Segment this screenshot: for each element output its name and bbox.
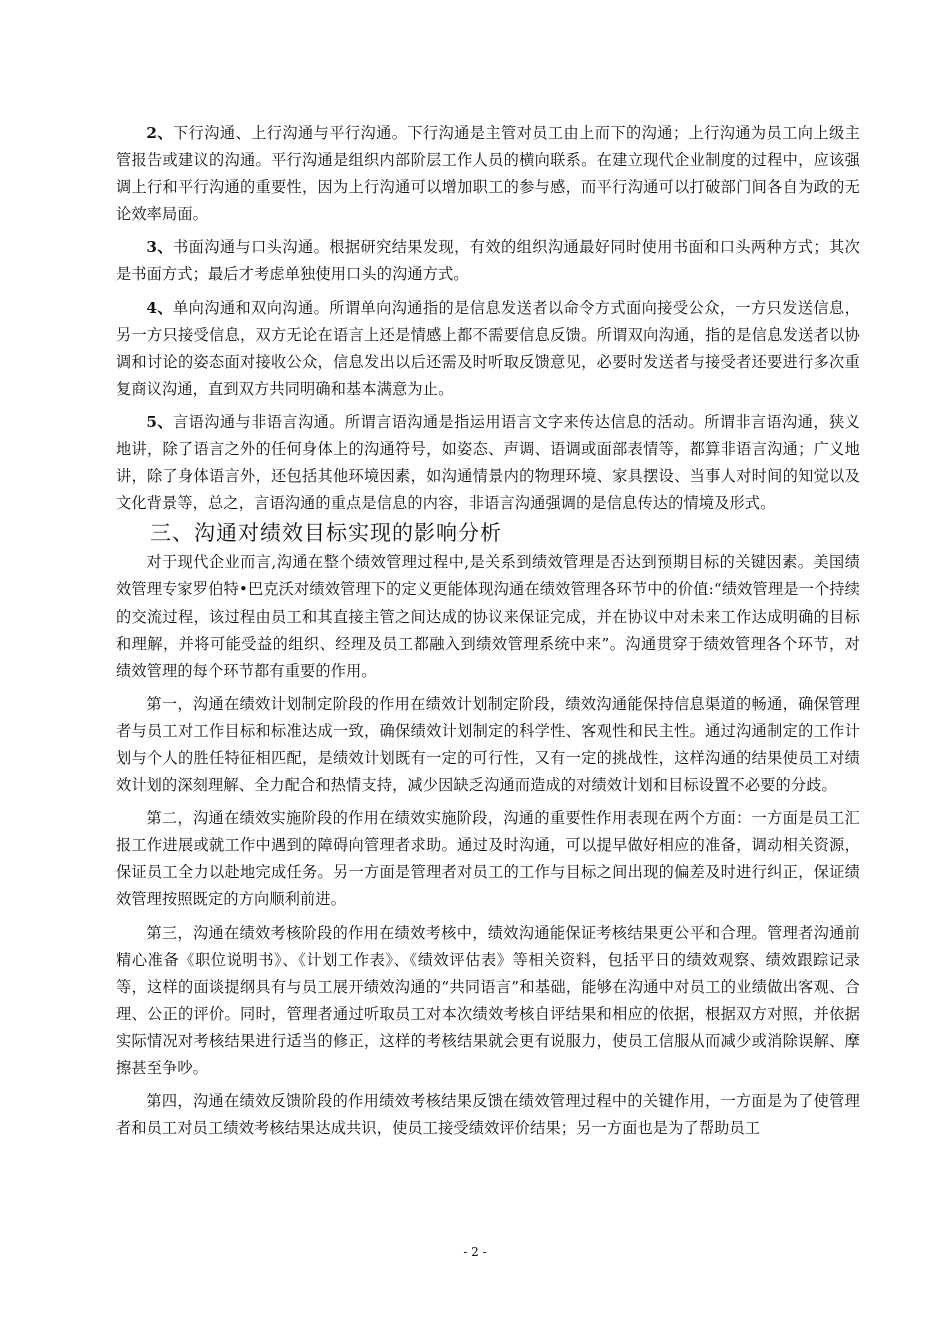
paragraph-second-implementation-stage: 第二，沟通在绩效实施阶段的作用在绩效实施阶段，沟通的重要性作用表现在两个方面：一方面是员工汇报工作进展或就工作中遇到的障碍向管理者求助。通过及时沟通，可以提早做好相应的准备，调动相关资源，保证员工全力以赴地完成任务。另一方面是管理者对员工的工作与目标之间出现的偏差及时进行纠正，保证绩效管理按照既定的方向顺利前进。 <box>116 809 860 909</box>
paragraph-intro-performance-management: 对于现代企业而言,沟通在整个绩效管理过程中,是关系到绩效管理是否达到预期目标的关键因素。美国绩效管理专家罗伯特•巴克沃对绩效管理下的定义更能体现沟通在绩效管理各环节中的价值:“绩效管理是一个持续的交流过程，该过程由员工和其直接主管之间达成的协议来保证完成，并在协议中对未来工作达成明确的目标和理解，并将可能受益的组织、经理及员工都融入到绩效管理系统中来”。沟通贯穿于绩效管理各个环节，对绩效管理的每个环节都有重要的作用。 <box>116 553 860 680</box>
item-number: 4、 <box>146 298 174 317</box>
paragraph-text: 书面沟通与口头沟通。根据研究结果发现，有效的组织沟通最好同时使用书面和口头两种方式；其次是书面方式；最后才考虑单独使用口头的沟通方式。 <box>116 238 860 284</box>
paragraph-fourth-feedback-stage: 第四，沟通在绩效反馈阶段的作用绩效考核结果反馈在绩效管理过程中的关键作用，一方面是为了使管理者和员工对员工绩效考核结果达成共识，使员工接受绩效评价结果；另一方面也是为了帮助员工 <box>116 1092 860 1138</box>
paragraph-verbal-nonverbal-communication <box>116 409 860 517</box>
paragraph-written-oral-communication <box>116 234 860 288</box>
paragraph-downward-upward-communication <box>116 120 860 228</box>
document-body <box>116 120 860 1142</box>
paragraph-text: 下行沟通、上行沟通与平行沟通。下行沟通是主管对员工由上而下的沟通；上行沟通为员工向上级主管报告或建议的沟通。平行沟通是组织内部阶层工作人员的横向联系。在建立现代企业制度的过程中，应该强调上行和平行沟通的重要性，因为上行沟通可以增加职工的参与感，而平行沟通可以打破部门间各自为政的无论效率局面。 <box>116 124 860 224</box>
paragraph-one-way-two-way-communication <box>116 295 860 403</box>
item-number: 3、 <box>146 238 174 257</box>
item-number: 5、 <box>146 412 174 431</box>
paragraph-text: 单向沟通和双向沟通。所谓单向沟通指的是信息发送者以命令方式面向接受公众，一方只发送信息，另一方只接受信息，双方无论在语言上还是情感上都不需要信息反馈。所谓双向沟通，指的是信息发送者以协调和讨论的姿态面对接收公众，信息发出以后还需及时听取反馈意见，必要时发送者与接受者还要进行多次重复商议沟通，直到双方共同明确和基本满意为止。 <box>116 298 860 398</box>
page-number: - 2 - <box>463 1245 487 1259</box>
section-heading: 三、沟通对绩效目标实现的影响分析 <box>150 521 502 546</box>
paragraph-third-appraisal-stage: 第三，沟通在绩效考核阶段的作用在绩效考核中，绩效沟通能保证考核结果更公平和合理。管理者沟通前精心准备《职位说明书》、《计划工作表》、《绩效评估表》等相关资料，包括平日的绩效观察、绩效跟踪记录等，这样的面谈提纲具有与员工展开绩效沟通的“共同语言”和基础，能够在沟通中对员工的业绩做出客观、合理、公正的评价。同时，管理者通过听取员工对本次绩效考核自评结果和相应的依据，根据双方对照，并依据实际情况对考核结果进行适当的修正，这样的考核结果就会更有说服力，使员工信服从而减少或消除误解、摩擦甚至争吵。 <box>116 923 860 1077</box>
paragraph-text: 言语沟通与非语言沟通。所谓言语沟通是指运用语言文字来传达信息的活动。所谓非言语沟通，狭义地讲，除了语言之外的任何身体上的沟通符号，如姿态、声调、语调或面部表情等，都算非语言沟通；广义地讲，除了身体语言外，还包括其他环境因素，如沟通情景内的物理环境、家具摆设、当事人对时间的知觉以及文化背景等，总之，言语沟通的重点是信息的内容，非语言沟通强调的是信息传达的情境及形式。 <box>116 412 860 513</box>
item-number: 2、 <box>146 124 174 142</box>
paragraph-first-planning-stage: 第一，沟通在绩效计划制定阶段的作用在绩效计划制定阶段，绩效沟通能保持信息渠道的畅通，确保管理者与员工对工作目标和标准达成一致，确保绩效计划制定的科学性、客观性和民主性。通过沟通制定的工作计划与个人的胜任特征相匹配，是绩效计划既有一定的可行性，又有一定的挑战性，这样沟通的结果使员工对绩效计划的深刻理解、全力配合和热情支持，减少因缺乏沟通而造成的对绩效计划和目标设置不必要的分歧。 <box>116 694 860 795</box>
